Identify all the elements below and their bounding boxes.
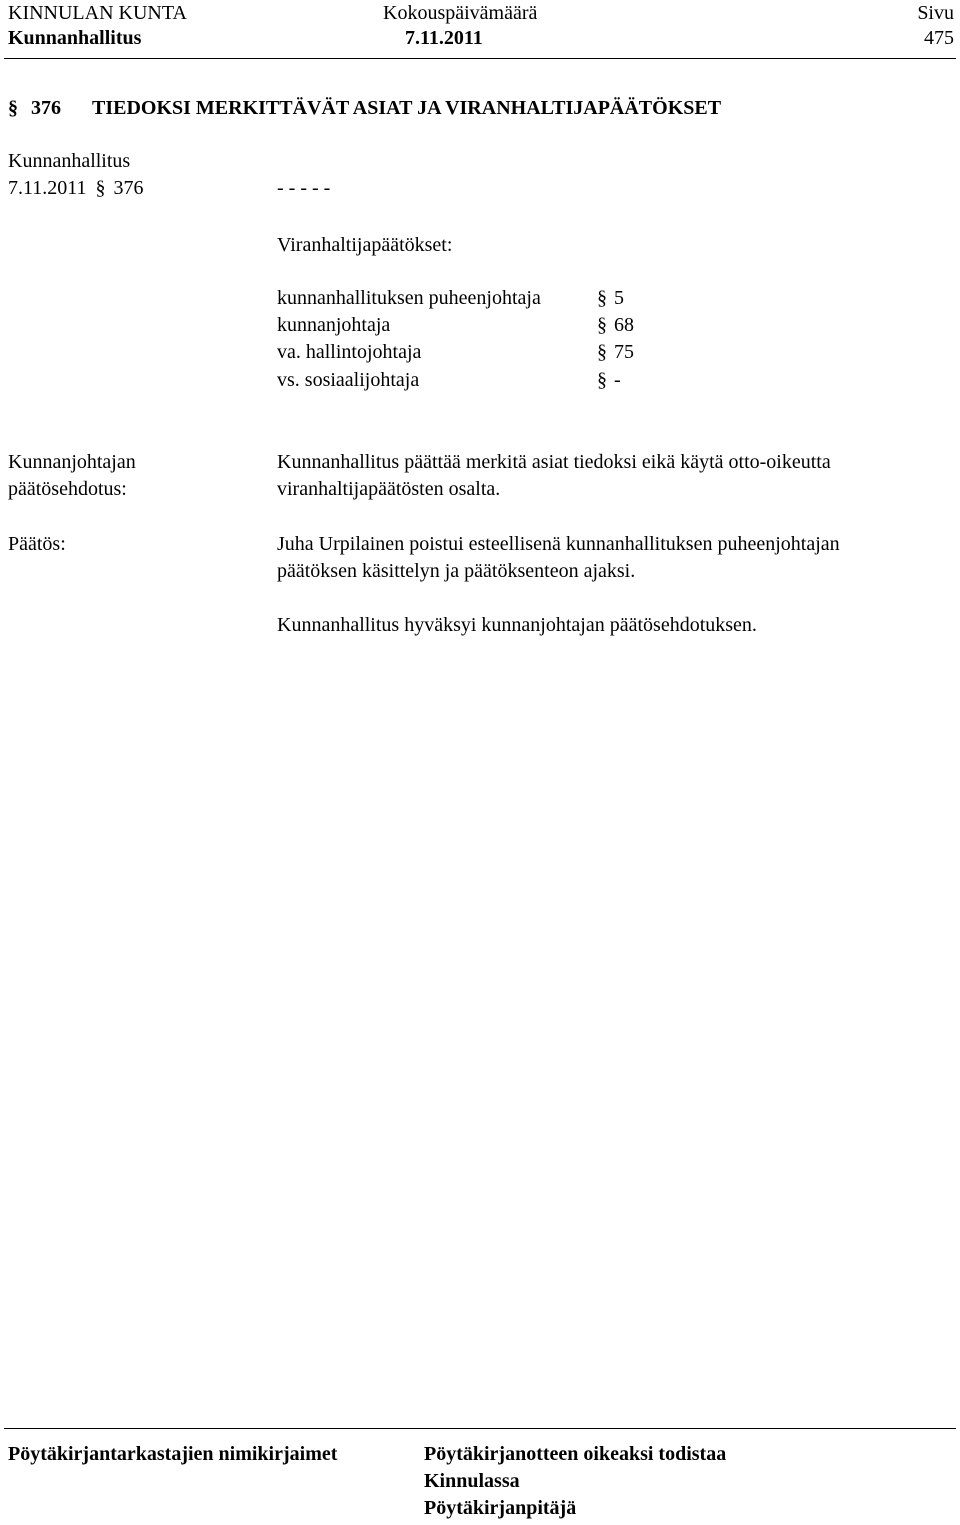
decision-value: 5 [614,287,624,309]
paragraph-symbol: § [597,314,607,336]
history-symbol: § [95,177,106,199]
section-heading [8,97,721,120]
proposal-text-line1: Kunnanhallitus päättää merkitä asiat tiedoksi eikä käytä otto-oikeutta [277,451,831,473]
page-label: Sivu [917,2,954,24]
decisions-heading: Viranhaltijapäätökset: [277,234,453,256]
section-symbol: § [8,97,18,119]
proposal-text-line2: viranhaltijapäätösten osalta. [277,478,501,500]
resolution-label: Päätös: [8,533,66,555]
resolution-text-line2: päätöksen käsittelyn ja päätöksenteon ajaksi. [277,560,636,582]
footer-divider [4,1428,956,1429]
history-dashes: - - - - - [277,177,331,199]
page-number: 475 [924,27,954,49]
meeting-body: Kunnanhallitus [8,27,142,49]
section-number: 376 [31,97,61,119]
footer-initials-label: Pöytäkirjantarkastajien nimikirjaimet [8,1443,338,1465]
header-divider [4,58,956,59]
footer-certification: Pöytäkirjanotteen oikeaksi todistaa [424,1443,727,1465]
decision-value: - [614,369,621,391]
history-date: 7.11.2011 [8,177,87,199]
proposal-label-line2: päätösehdotus: [8,478,127,500]
municipality-name: KINNULAN KUNTA [8,2,187,24]
proposal-label-line1: Kunnanjohtajan [8,451,136,473]
decision-role: kunnanhallituksen puheenjohtaja [277,287,541,309]
paragraph-symbol: § [597,369,607,391]
paragraph-symbol: § [597,341,607,363]
decision-value: 68 [614,314,634,336]
history-body: Kunnanhallitus [8,150,131,172]
history-number: 376 [113,177,144,199]
section-title: TIEDOKSI MERKITTÄVÄT ASIAT JA VIRANHALTIJAPÄÄTÖKSET [92,97,722,119]
decision-value: 75 [614,341,634,363]
decision-role: vs. sosiaalijohtaja [277,369,420,391]
resolution-text-line1: Juha Urpilainen poistui esteellisenä kunnanhallituksen puheenjohtajan [277,533,840,555]
decision-role: va. hallintojohtaja [277,341,422,363]
footer-secretary: Pöytäkirjanpitäjä [424,1497,577,1519]
history-reference [8,177,144,200]
footer-place: Kinnulassa [424,1470,520,1492]
decision-role: kunnanjohtaja [277,314,391,336]
date-label: Kokouspäivämäärä [383,2,538,24]
resolution-approval: Kunnanhallitus hyväksyi kunnanjohtajan päätösehdotuksen. [277,614,757,636]
meeting-date: 7.11.2011 [405,27,483,49]
paragraph-symbol: § [597,287,607,309]
